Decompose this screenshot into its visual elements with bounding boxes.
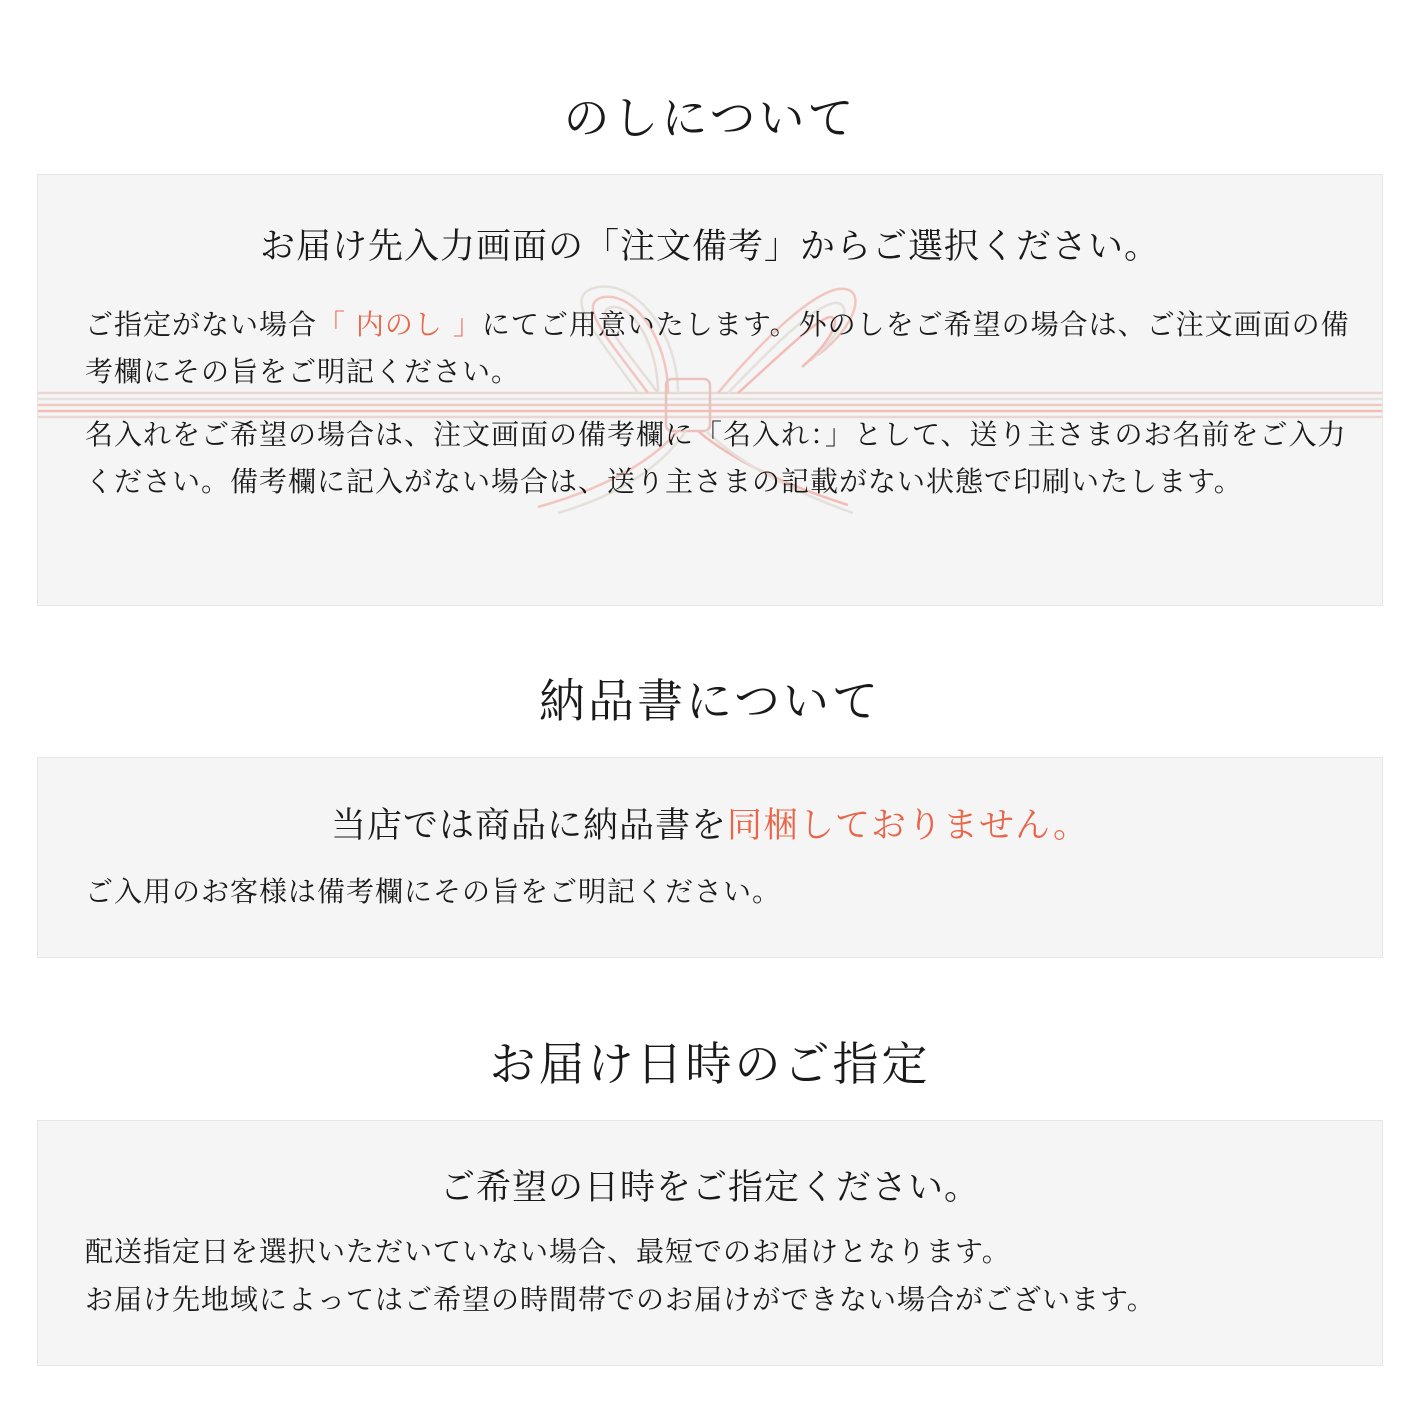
delivery-paragraph-2: お届け先地域によってはご希望の時間帯でのお届けができない場合がございます。 — [85, 1283, 1156, 1316]
invoice-paragraph-1: ご入用のお客様は備考欄にその旨をご明記ください。 — [85, 875, 782, 908]
delivery-section-title: お届け日時のご指定 — [489, 1037, 931, 1091]
delivery-paragraph-1: 配送指定日を選択いただいていない場合、最短でのお届けとなります。 — [85, 1235, 1011, 1268]
noshi-p1-before: ご指定がない場合 — [85, 308, 318, 341]
noshi-paragraph-1 — [85, 301, 1350, 395]
noshi-info-box — [37, 174, 1383, 606]
noshi-section-title: のしについて — [563, 91, 857, 145]
noshi-p1-after: にてご用意いたします。外のしをご希望の場合は、ご注文画面の備考欄にその旨をご明記ください。 — [85, 308, 1350, 388]
invoice-lead-before: 当店では商品に納品書を — [330, 806, 727, 846]
delivery-info-box — [37, 1120, 1383, 1366]
noshi-paragraph-2: 名入れをご希望の場合は、注文画面の備考欄に「名入れ：」として、送り主さまのお名前をご入力ください。備考欄に記入がない場合は、送り主さまの記載がない状態で印刷いたします。 — [85, 418, 1347, 498]
invoice-info-box — [37, 757, 1383, 958]
noshi-p1-accent: 「 内のし 」 — [317, 308, 482, 341]
invoice-lead-accent: 同梱しておりません。 — [726, 806, 1090, 846]
invoice-lead-text — [38, 806, 1382, 846]
noshi-lead-text: お届け先入力画面の「注文備考」からご選択ください。 — [259, 227, 1160, 267]
delivery-lead-text: ご希望の日時をご指定ください。 — [439, 1168, 980, 1208]
invoice-section-title: 納品書について — [538, 674, 882, 728]
